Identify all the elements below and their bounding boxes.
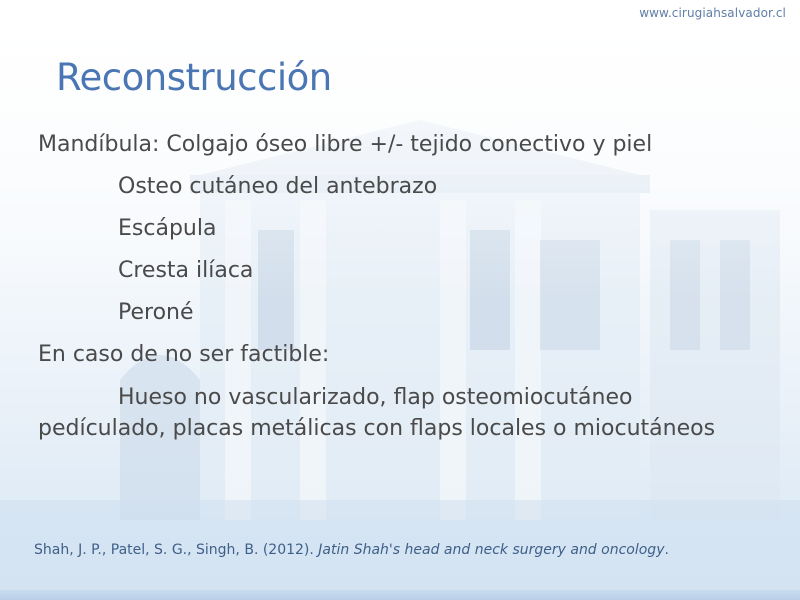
paragraph-alternatives	[38, 382, 758, 444]
website-url: www.cirugiahsalvador.cl	[639, 6, 786, 20]
reference-end: .	[664, 542, 669, 558]
reference-authors: Shah, J. P., Patel, S. G., Singh, B. (2012).	[34, 542, 314, 558]
bullet-line-mandibula: Mandíbula: Colgajo óseo libre +/- tejido conectivo y piel	[38, 132, 653, 157]
bullet-line-escapula: Escápula	[118, 216, 217, 241]
slide-title: Reconstrucción	[56, 56, 332, 99]
slide-body	[38, 124, 758, 444]
bullet-line-perone: Peroné	[118, 300, 194, 325]
paragraph-text: Hueso no vascularizado, flap osteomiocutáneo pedículado, placas metálicas con flaps locales o miocutáneos	[38, 385, 716, 441]
reference-citation	[34, 542, 774, 558]
bottom-band	[0, 590, 800, 600]
bullet-line-osteo-cutaneo: Osteo cutáneo del antebrazo	[118, 174, 438, 199]
bullet-line-en-caso: En caso de no ser factible:	[38, 342, 330, 367]
bullet-line-cresta-iliaca: Cresta ilíaca	[118, 258, 254, 283]
reference-book-title: Jatin Shah's head and neck surgery and oncology	[318, 542, 665, 558]
